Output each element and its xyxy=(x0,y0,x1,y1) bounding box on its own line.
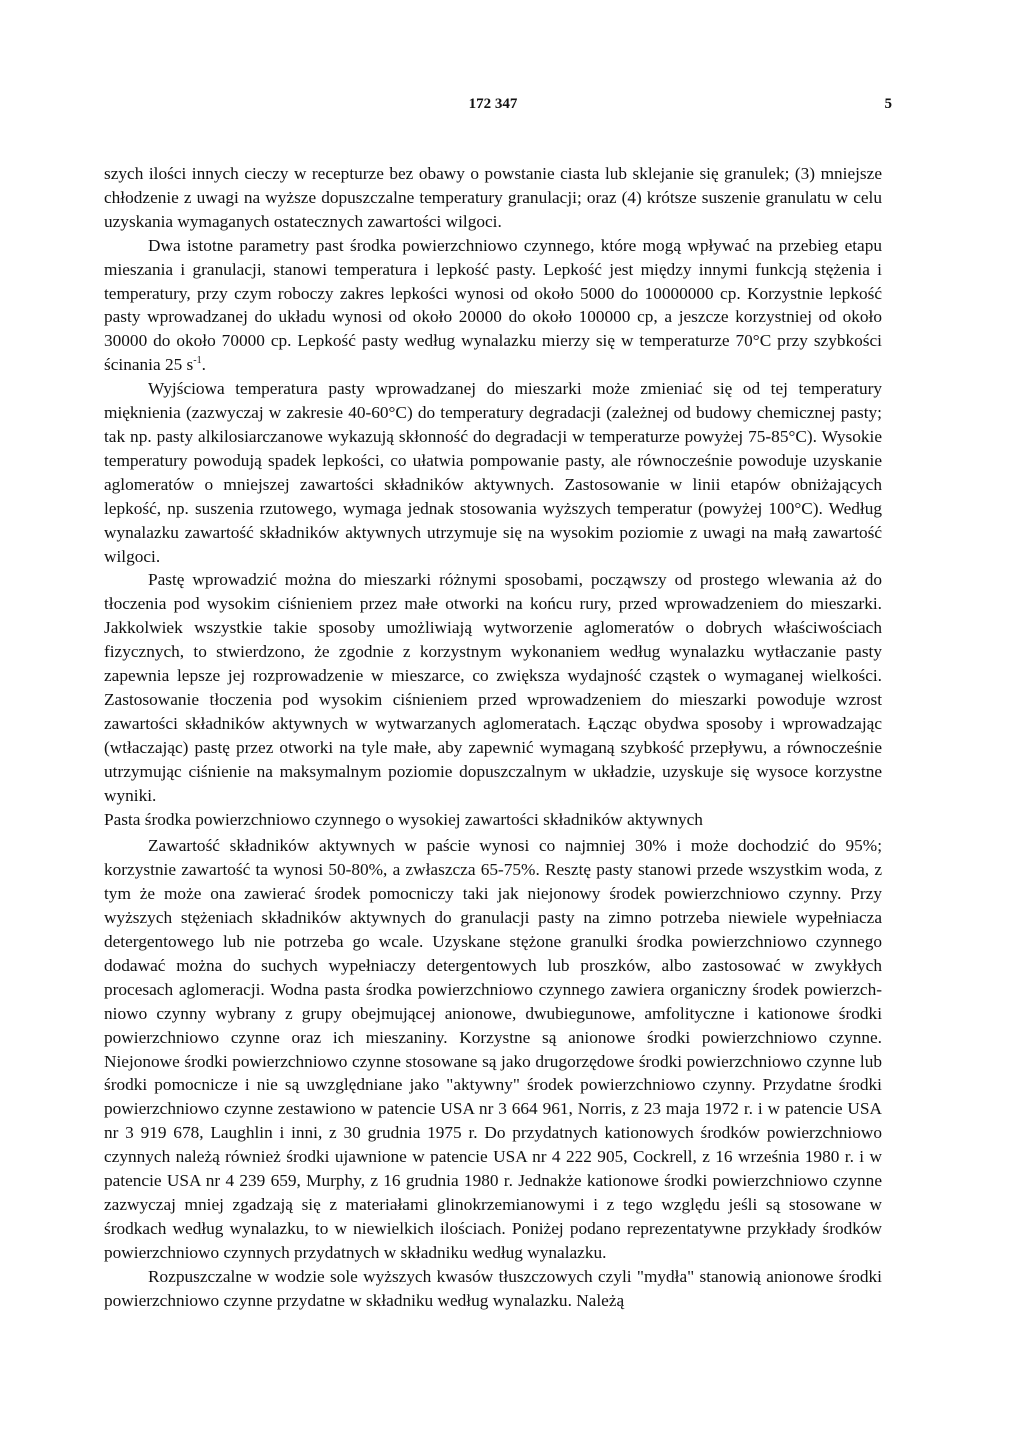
document-page xyxy=(104,96,892,1313)
paragraph-viscosity xyxy=(104,234,882,377)
paragraph-paste-feeding: Pastę wprowadzić można do mieszarki różnymi sposobami, począwszy od prostego wlewania aż do tłoczenia pod wysokim ciśnieniem przez małe otworki na końcu rury, przed wprowadzeniem do mieszarki. Jakkolwiek wszystkie takie sposoby umożliwiają wytworzenie aglomeratów o dobrych właściwościach fizycznych, to stwierdzono, że zgodnie z korzystnym wykonaniem według wynalazku wytłaczanie pasty zapewnia lepsze jej rozprowadzenie w mieszarce, co zwiększa wydajność cząstek o wymaganej wielkości. Zastosowanie tłoczenia pod wysokim ciśnieniem przed wprowadzeniem do mieszarki powoduje wzrost zawartości składników aktywnych w wytwarzanych aglomeratach. Łącząc obydwa sposoby i wprowadzając (wtłaczając) pastę przez otworki na tyle małe, aby zapewnić wymaganą szybkość przepływu, a równocześnie utrzymując ciśnienie na maksymalnym poziomie dopuszczalnym w układzie, uzyskuje się wysoce korzystne wyniki. xyxy=(104,570,882,805)
paragraph-soaps: Rozpuszczalne w wodzie sole wyższych kwasów tłuszczowych czyli "mydła" stanowią anionowe środki powierzchniowo czynne przydatne w składniku według wynalazku. Należą xyxy=(104,1266,882,1310)
paragraph-temperature: Wyjściowa temperatura pasty wprowadzanej do mieszarki może zmieniać się od tej temperatury mięknienia (zazwyczaj w zakresie 40-60°C) do temperatury degradacji (zależnej od budowy chemicznej pasty; tak np. pasty alkilosiarczanowe wykazują skłonność do degradacji w temperaturze powyżej 75-85°C). Wysokie temperatury powodują spadek lepkości, co ułatwia pompowanie pasty, ale równocześnie powoduje uzyskanie aglomeratów o mniejszej zawartości składników aktywnych. Zastosowanie w linii etapów obniżających lepkość, np. suszenia rzutowego, wymaga jednak stosowania wyższych temperatur (powyżej 100°C). Według wynalazku zawartość składników aktywnych utrzymuje się na wysokim poziomie z uwagi na małą zawartość wilgoci. xyxy=(104,379,882,566)
paragraph-viscosity-text: Dwa istotne parametry past środka powierzchniowo czynnego, które mogą wpływać na przebieg etapu mieszania i granulacji, stanowi temperatura i lepkość pasty. Lepkość jest między innymi funkcją stężenia i temperatury, przy czym roboczy zakres lepkości wynosi od około 5000 do 10000000 cp. Korzystnie lepkość pasty wprowadzanej do układu wynosi od około 20000 do około 100000 cp, a jeszcze korzystniej od około 30000 do około 70000 cp. Lepkość pasty według wynalazku mierzy się w temperaturze 70°C przy szybkości ścinania 25 s xyxy=(104,235,882,375)
paragraph-continuation: szych ilości innych cieczy w recepturze bez obawy o powstanie ciasta lub sklejanie się granulek; (3) mniejsze chłodzenie z uwagi na wyższe dopuszczalne temperatury granulacji; oraz (4) krótsze suszenie granulatu w celu uzyskania wymaganych ostatecznych zawartości wilgoci. xyxy=(104,164,882,231)
paragraph-viscosity-end: . xyxy=(201,355,206,375)
patent-number: 172 347 xyxy=(468,96,518,112)
page-number: 5 xyxy=(884,96,892,112)
section-heading: Pasta środka powierzchniowo czynnego o wysokiej zawartości składników aktywnych xyxy=(104,810,703,830)
paragraph-active-content: Zawartość składników aktywnych w paście wynosi co najmniej 30% i może dochodzić do 95%; korzystnie zawartość ta wynosi 50-80%, a zwłaszcza 65-75%. Resztę pasty stanowi przede wszystkim woda, z tym że może ona zawierać środek pomocniczy taki jak niejonowy środek powierzchniowo czynny. Przy wyższych stężeniach składników aktywnych do granulacji pasty na zimno potrzeba niewiele wypełniacza detergentowego lub nie potrzeba go wcale. Uzyskane stężone granulki środka powierzchniowo czynnego dodawać można do suchych wypełniaczy detergentowych lub proszków, albo zastosować w zwykłych procesach aglomeracji. Wodna pasta środka powierzchniowo czynnego zawiera organiczny środek powierzchniowo czynny wybrany z grupy obejmującej anionowe, dwubiegunowe, amfolityczne i kationowe środki powierzchniowo czynne oraz ich mieszaniny. Korzystne są anionowe środki powierzchniowo czynne. Niejonowe środki powierzchniowo czynne stosowane są jako drugorzędowe środki powierzchniowo czynne lub środki pomocnicze i nie są uwzględniane jako "aktywny" środek powierzchniowo czynny. Przydatne środki powierzchniowo czynne zestawiono w patencie USA nr 3 664 961, Norris, z 23 maja 1972 r. i w patencie USA nr 3 919 678, Laughlin i inni, z 30 grudnia 1975 r. Do przydatnych kationowych środków powierzchniowo czynnych należą również środki ujawnione w patencie USA nr 4 222 905, Cockrell, z 16 września 1980 r. i w patencie USA nr 4 239 659, Murphy, z 16 grudnia 1980 r. Jednakże kationowe środki powierzchniowo czynne zazwyczaj mniej zgadzają się z materiałami glinokrzemianowymi i z tego względu jeśli są stosowane w środkach według wynalazku, to w niewielkich ilościach. Poniżej podano reprezentatywne przykłady środków powierzchniowo czynnych przydatnych w składniku według wynalazku. xyxy=(104,836,882,1262)
document-body xyxy=(104,162,882,1313)
superscript-exponent: -1 xyxy=(193,355,202,367)
page-header xyxy=(104,96,892,120)
